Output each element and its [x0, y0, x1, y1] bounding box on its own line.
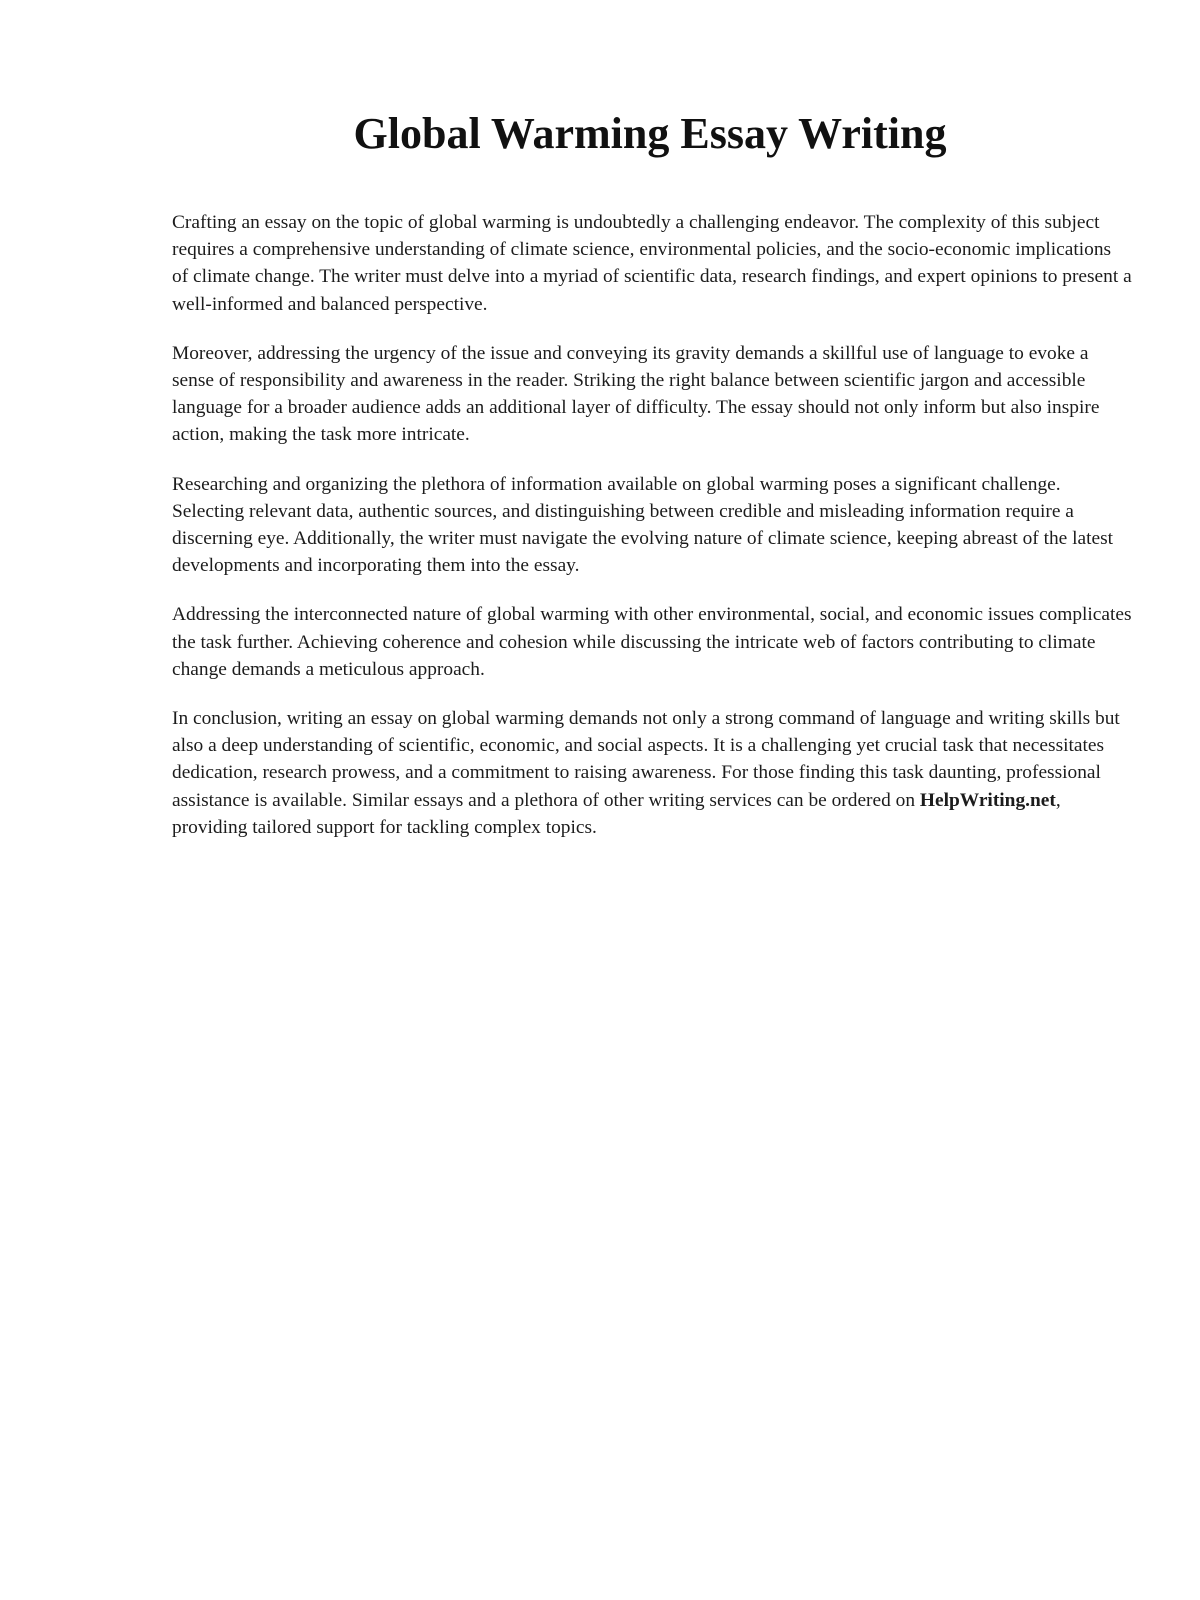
paragraph-urgency: Moreover, addressing the urgency of the issue and conveying its gravity demands a skillful use of language to evoke a sense of responsibility and awareness in the reader. Striking the right balance between scientific jargon and accessible language for a broader audience adds an additional layer of difficulty. The essay should not only inform but also inspire action, making the task more intricate. [172, 342, 1100, 446]
paragraph-intro: Crafting an essay on the topic of global warming is undoubtedly a challenging endeavor. The complexity of this subject requires a comprehensive understanding of climate science, environmental policies, and the socio-economic implications of climate change. The writer must delve into a myriad of scientific data, research findings, and expert opinions to present a well-informed and balanced perspective. [172, 212, 1132, 315]
brand-link[interactable]: HelpWriting.net [919, 789, 1056, 811]
paragraph-research: Researching and organizing the plethora of information available on global warming poses a significant challenge. Selecting relevant data, authentic sources, and distinguishing between credible and misleading information require a discerning eye. Additionally, the writer must navigate the evolving nature of climate science, keeping abreast of the latest developments and incorporating them into the essay. [172, 473, 1114, 577]
conclusion-tail: , providing tailored support for tackling complex topics. [172, 789, 1061, 838]
paragraph-conclusion [172, 705, 1132, 841]
essay-body [172, 209, 1132, 863]
conclusion-text: In conclusion, writing an essay on global warming demands not only a strong command of language and writing skills but also a deep understanding of scientific, economic, and social aspects. It is a challenging yet crucial task that necessitates dedication, research prowess, and a commitment to raising awareness. For those finding this task daunting, professional assistance is available. Similar essays and a plethora of other writing services can be ordered on [172, 708, 1120, 811]
paragraph-interconnected: Addressing the interconnected nature of global warming with other environmental, social, and economic issues complicates the task further. Achieving coherence and cohesion while discussing the intricate web of factors contributing to climate change demands a meticulous approach. [172, 604, 1132, 680]
page-title: Global Warming Essay Writing [353, 109, 947, 158]
